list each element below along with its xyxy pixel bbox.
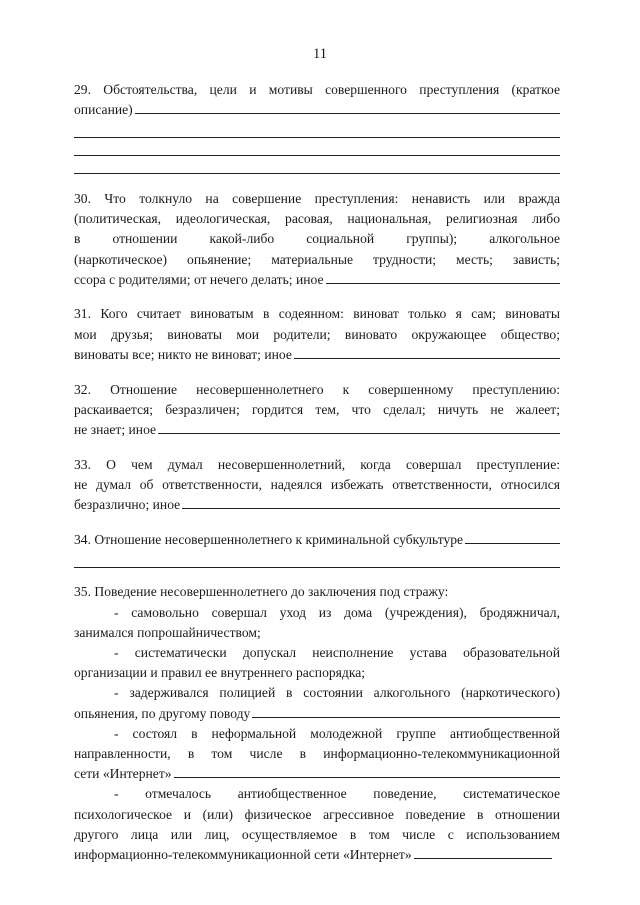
q35-bullet-5-label-end: информационно-телекоммуникационной сети «Интернет» — [74, 847, 412, 863]
q33-label-end: безразлично; иное — [74, 497, 181, 513]
q35-title: 35. Поведение несовершеннолетнего до заключения под стражу: — [74, 584, 449, 600]
q30-other-blank[interactable] — [326, 270, 561, 284]
q34-answer-blank[interactable] — [465, 530, 560, 544]
q33-line-3 — [74, 495, 560, 515]
q35-bullet-2-line-2: организации и правил ее внутреннего распорядка; — [74, 665, 366, 681]
page-number: 11 — [313, 46, 327, 62]
q33-line-2: не думал об ответственности, надеялся избежать ответственности, относился — [74, 476, 560, 492]
q29-line-1: 29. Обстоятельства, цели и мотивы совершенного преступления (краткое — [74, 82, 560, 97]
q32-other-blank[interactable] — [158, 420, 560, 434]
q35-bullet-3-blank[interactable] — [252, 704, 560, 718]
q29-label-end: описание) — [74, 102, 133, 118]
q33-line-1: 33. О чем думал несовершеннолетний, когда совершал преступление: — [74, 456, 560, 472]
q33-other-blank[interactable] — [182, 495, 560, 509]
q29-line-2 — [74, 100, 560, 120]
q35-bullet-4-line-3 — [74, 764, 560, 784]
q35-bullet-3-label-end: опьянения, по другому поводу — [74, 705, 251, 721]
q35-bullet-1-line-2: занимался попрошайничеством; — [74, 624, 261, 640]
q31-line-1: 31. Кого считает виноватым в содеянном: виноват только я сам; виноваты — [74, 306, 560, 322]
q35-bullet-4-line-1: - состоял в неформальной молодежной группе антиобщественной — [114, 725, 560, 741]
question-31 — [74, 304, 560, 365]
q30-line-3: в отношении какой-либо социальной группы); алкогольное — [74, 231, 560, 247]
q31-line-3 — [74, 345, 560, 365]
question-33 — [74, 455, 560, 516]
questionnaire — [74, 80, 560, 865]
question-35 — [74, 582, 560, 865]
q32-label-end: не знает; иное — [74, 421, 157, 437]
q34-line-1 — [74, 530, 560, 550]
q31-label-end: виноваты все; никто не виноват; иное — [74, 346, 292, 362]
q31-other-blank[interactable] — [294, 345, 560, 359]
q35-bullet-5-line-2: психологическое и (или) физическое агрессивное поведение в отношении — [74, 806, 560, 822]
q30-line-4: (наркотическое) опьянение; материальные трудности; месть; зависть; — [74, 251, 560, 267]
question-32 — [74, 380, 560, 441]
q35-bullet-4-label-end: сети «Интернет» — [74, 766, 172, 782]
q35-bullet-5-line-4 — [74, 845, 560, 865]
q29-answer-line-3[interactable] — [74, 138, 560, 156]
q30-label-end: ссора с родителями; от нечего делать; иное — [74, 271, 324, 287]
q35-bullet-3-line-1: - задерживался полицией в состоянии алкогольного (наркотического) — [114, 685, 560, 701]
q30-line-1: 30. Что толкнуло на совершение преступления: ненависть или вражда — [74, 190, 560, 206]
q30-line-2: (политическая, идеологическая, расовая, национальная, религиозная либо — [74, 211, 560, 227]
q32-line-2: раскаивается; безразличен; гордится тем, что сделал; ничуть не жалеет; — [74, 401, 560, 417]
q29-answer-line-4[interactable] — [74, 156, 560, 174]
question-34 — [74, 530, 560, 568]
q35-bullet-5-line-1: - отмечалось антиобщественное поведение, систематическое — [114, 786, 560, 802]
q29-answer-line-2[interactable] — [74, 120, 560, 138]
q32-line-3 — [74, 420, 560, 440]
q34-label: 34. Отношение несовершеннолетнего к криминальной субкультуре — [74, 531, 464, 547]
q35-bullet-1-line-1: - самовольно совершал уход из дома (учреждения), бродяжничал, — [114, 604, 560, 620]
q35-bullet-4-blank[interactable] — [174, 764, 560, 778]
q35-bullet-4-line-2: направленности, в том числе в информационно-телекоммуникационной — [74, 746, 560, 762]
question-30 — [74, 189, 560, 290]
question-29 — [74, 80, 560, 174]
q34-answer-line-2[interactable] — [74, 550, 560, 568]
q31-line-2: мои друзья; виноваты мои родители; виновато окружающее общество; — [74, 326, 560, 342]
q35-bullet-2-line-1: - систематически допускал неисполнение устава образовательной — [114, 645, 560, 661]
q30-line-5 — [74, 270, 560, 290]
q32-line-1: 32. Отношение несовершеннолетнего к совершенному преступлению: — [74, 381, 560, 397]
q35-bullet-5-blank[interactable] — [414, 845, 552, 859]
q35-bullet-3-line-2 — [74, 704, 560, 724]
q29-answer-blank[interactable] — [135, 100, 560, 114]
q35-bullet-5-line-3: другого лица или лиц, осуществляемое в том числе с использованием — [74, 826, 560, 842]
